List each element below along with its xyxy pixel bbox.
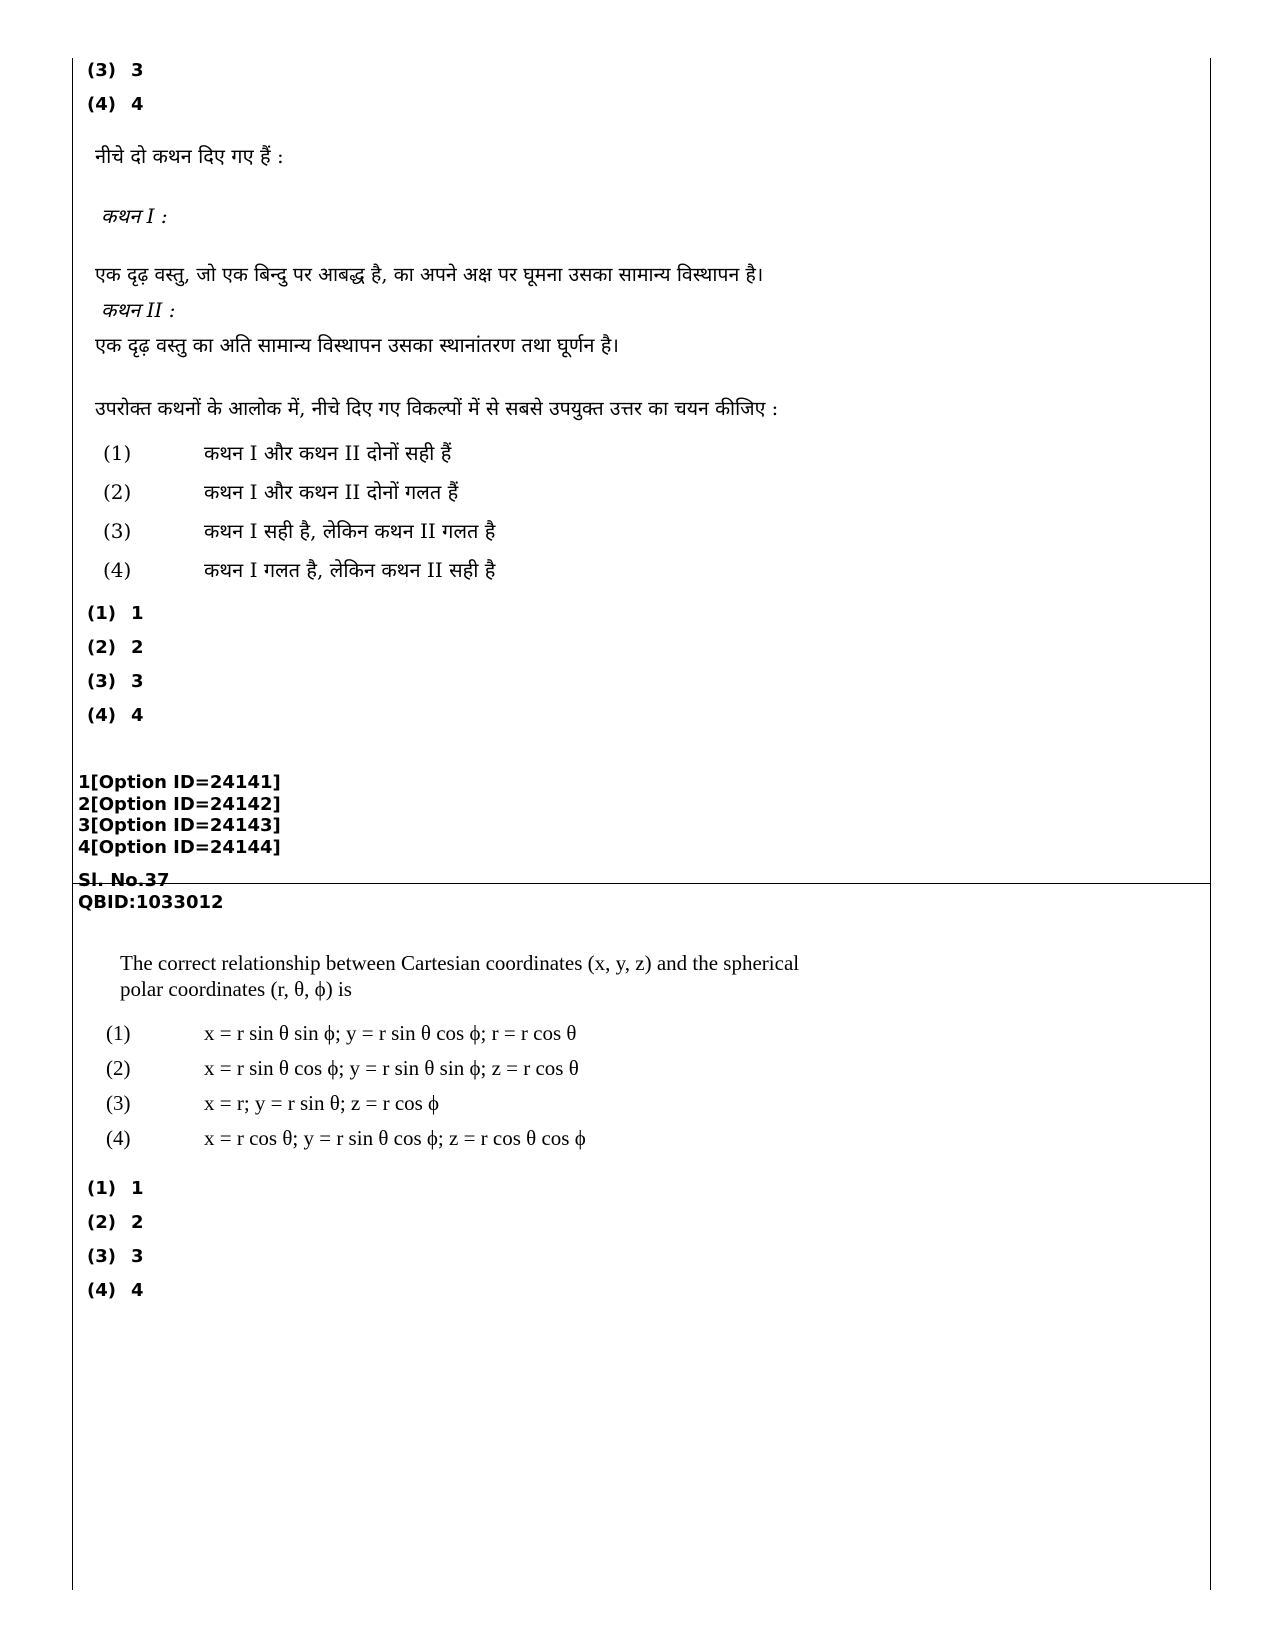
left-border-line xyxy=(72,58,73,1590)
question-text-line-1: The correct relationship between Cartesian coordinates (x, y, z) and the spherical xyxy=(120,951,800,975)
response-option: (3) 3 xyxy=(87,671,144,692)
right-border-line xyxy=(1210,58,1211,1590)
question-divider xyxy=(72,883,1211,884)
option-number: (3) xyxy=(103,519,132,543)
statement-2-text: एक दृढ़ वस्तु का अति सामान्य विस्थापन उसका स्थानांतरण तथा घूर्णन है। xyxy=(95,333,619,357)
option-id: 3[Option ID=24143] xyxy=(78,815,281,836)
option-text: x = r sin θ sin ϕ; y = r sin θ cos ϕ; r = r cos θ xyxy=(204,1021,577,1045)
question-prompt: उपरोक्त कथनों के आलोक में, नीचे दिए गए विकल्पों में से सबसे उपयुक्त उत्तर का चयन कीजिए : xyxy=(95,397,779,420)
option-number: (1) xyxy=(103,441,132,465)
option-id: 1[Option ID=24141] xyxy=(78,772,281,793)
response-option: (4) 4 xyxy=(87,705,144,726)
option-text: x = r cos θ; y = r sin θ cos ϕ; z = r cos θ cos ϕ xyxy=(204,1126,586,1150)
option-text: कथन I सही है, लेकिन कथन II गलत है xyxy=(204,519,496,543)
question-text-line-2: polar coordinates (r, θ, ϕ) is xyxy=(120,977,352,1001)
response-option: (2) 2 xyxy=(87,1212,144,1233)
option-text: कथन I और कथन II दोनों सही हैं xyxy=(204,441,452,465)
response-option: (2) 2 xyxy=(87,637,144,658)
response-option: (3) 3 xyxy=(87,1246,144,1267)
option-text: कथन I और कथन II दोनों गलत हैं xyxy=(204,480,459,504)
statement-1-label: कथन I : xyxy=(101,204,168,228)
statement-2-label: कथन II : xyxy=(101,298,176,322)
response-option: (1) 1 xyxy=(87,1178,144,1199)
option-id: 4[Option ID=24144] xyxy=(78,837,281,858)
response-option: (3) 3 xyxy=(87,60,144,81)
response-option: (4) 4 xyxy=(87,94,144,115)
option-number: (2) xyxy=(103,480,132,504)
response-option: (1) 1 xyxy=(87,603,144,624)
option-number: (4) xyxy=(103,558,132,582)
statement-1-text: एक दृढ़ वस्तु, जो एक बिन्दु पर आबद्ध है, का अपने अक्ष पर घूमना उसका सामान्य विस्थापन है। xyxy=(95,263,764,286)
option-number: (4) xyxy=(106,1126,131,1150)
option-text: कथन I गलत है, लेकिन कथन II सही है xyxy=(204,558,496,582)
response-option: (4) 4 xyxy=(87,1280,144,1301)
option-number: (1) xyxy=(106,1021,131,1045)
serial-number: Sl. No.37 xyxy=(78,870,170,891)
option-id: 2[Option ID=24142] xyxy=(78,794,281,815)
option-text: x = r sin θ cos ϕ; y = r sin θ sin ϕ; z = r cos θ xyxy=(204,1056,579,1080)
question-intro: नीचे दो कथन दिए गए हैं : xyxy=(95,144,284,168)
option-number: (2) xyxy=(106,1056,131,1080)
option-text: x = r; y = r sin θ; z = r cos ϕ xyxy=(204,1091,440,1115)
option-number: (3) xyxy=(106,1091,131,1115)
question-bank-id: QBID:1033012 xyxy=(78,892,224,913)
